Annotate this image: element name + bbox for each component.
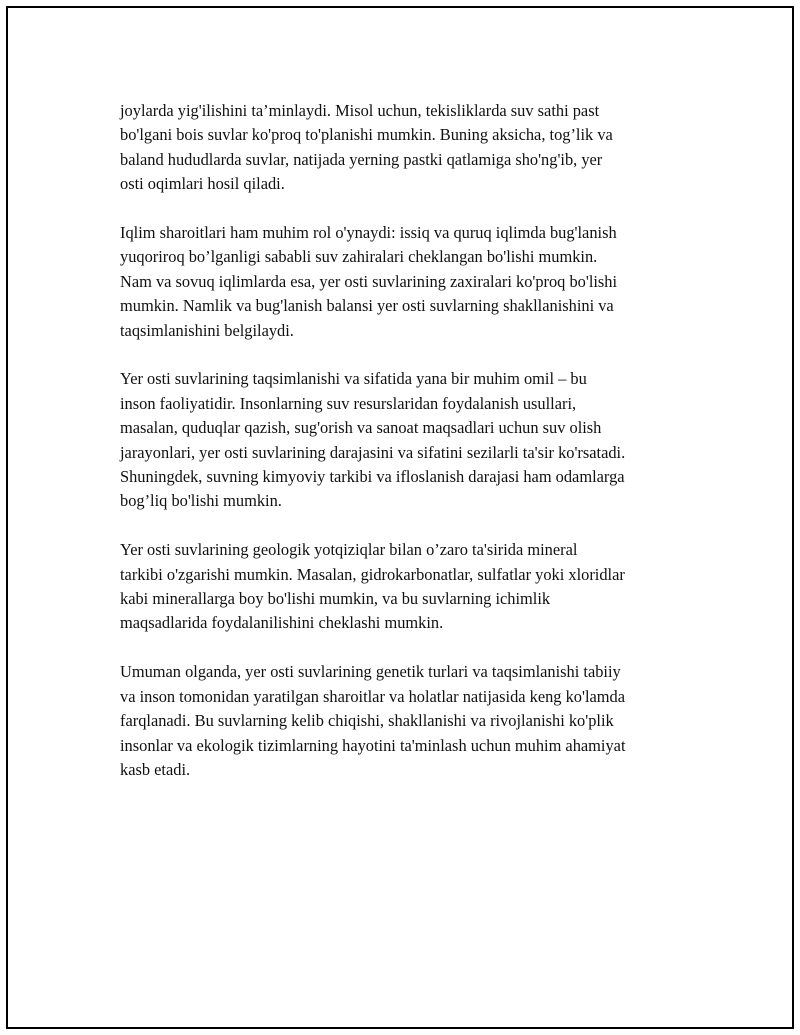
paragraph-2: Iqlim sharoitlari ham muhim rol o'ynaydi: issiq va quruq iqlimda bug'lanish yuqoriroq bo’lganligi sababli suv zahiralari cheklangan bo'lishi mumkin. Nam va sovuq iqlimlarda esa, yer osti suvlarining zaxiralari ko'proq bo'lishi mumkin. Namlik va bug'lanish balansi yer osti suvlarning shakllanishini va taqsimlanishini belgilaydi. [120,223,618,340]
paragraph-5: Umuman olganda, yer osti suvlarining genetik turlari va taqsimlanishi tabiiy va inson tomonidan yaratilgan sharoitlar va holatlar natijasida keng ko'lamda farqlanadi. Bu suvlarning kelib chiqishi, shakllanishi va rivojlanishi ko'plik insonlar va ekologik tizimlarning hayotini ta'minlash uchun muhim ahamiyat kasb etadi. [120,662,626,779]
paragraph-1: joylarda yig'ilishini ta’minlaydi. Misol uchun, tekisliklarda suv sathi past bo'lgani bois suvlar ko'proq to'planishi mumkin. Buning aksicha, tog’lik va baland hududlarda suvlar, natijada yerning pastki qatlamiga sho'ng'ib, yer osti oqimlari hosil qiladi. [120,101,613,194]
paragraph-4: Yer osti suvlarining geologik yotqiziqlar bilan o’zaro ta'sirida mineral tarkibi o'zgarishi mumkin. Masalan, gidrokarbonatlar, sulfatlar yoki xloridlar kabi minerallarga boy bo'lishi mumkin, va bu suvlarning ichimlik maqsadlarida foydalanilishini cheklashi mumkin. [120,540,625,633]
paragraph-3: Yer osti suvlarining taqsimlanishi va sifatida yana bir muhim omil – bu inson faoliyatidir. Insonlarning suv resurslaridan foydalanish usullari, masalan, quduqlar qazish, sug'orish va sanoat maqsadlari uchun suv olish jarayonlari, yer osti suvlarining darajasini va sifatini sezilarli ta'sir ko'rsatadi. Shuningdek, suvning kimyoviy tarkibi va ifloslanish darajasi ham odamlarga bog’liq bo'lishi mumkin. [120,369,626,511]
document-body [120,99,700,807]
document-page [6,6,794,1029]
